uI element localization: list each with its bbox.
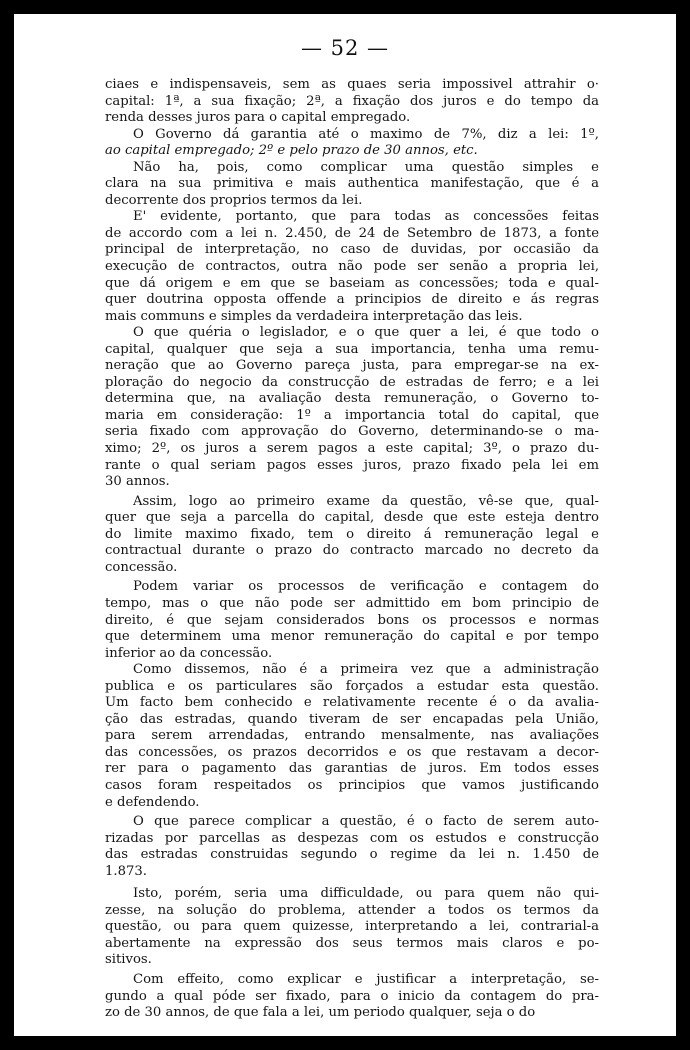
text-line: O Governo dá garantia até o maximo de 7%, diz a lei: 1º, xyxy=(133,126,599,142)
text-line: ção das estradas, quando tiveram de ser encapadas pela União, xyxy=(105,711,600,727)
text-line: rante o qual seriam pagos esses juros, prazo fixado pela lei em xyxy=(105,457,599,473)
text-line: O que parece complicar a questão, é o facto de serem auto- xyxy=(133,814,599,830)
text-line: quer que seja a parcella do capital, desde que este esteja dentro xyxy=(105,510,599,526)
text-line: gundo a qual póde ser fixado, para o inicio da contagem do pra- xyxy=(105,988,600,1004)
text-line: Não ha, pois, como complicar uma questão simples e xyxy=(133,159,599,175)
text-line: neração que ao Governo pareça justa, para empregar-se na ex- xyxy=(105,358,599,374)
text-line: determina que, na avaliação desta remuneração, o Governo to- xyxy=(105,391,599,407)
text-line: Como dissemos, não é a primeira vez que a administração xyxy=(133,662,599,678)
text-line: ciaes e indispensaveis, sem as quaes seria impossivel attrahir o· xyxy=(105,77,599,92)
text-line: execução de contractos, outra não pode ser senão a propria lei, xyxy=(105,259,600,275)
text-line: ximo; 2º, os juros a serem pagos a este capital; 3º, o prazo du- xyxy=(105,441,599,457)
text-line: capital, qualquer que seja a sua importancia, tenha uma remu- xyxy=(105,341,599,357)
text-line: de accordo com a lei n. 2.450, de 24 de Setembro de 1873, a fonte xyxy=(105,225,600,241)
text-line: 1.873. xyxy=(105,863,147,879)
text-line: renda desses juros para o capital empregado. xyxy=(105,110,411,126)
text-line: E' evidente, portanto, que para todas as concessões feitas xyxy=(133,209,600,225)
text-line: concessão. xyxy=(105,559,178,575)
text-line: inferior ao da concessão. xyxy=(105,645,273,661)
text-line: questão, ou para quem quizesse, interpretando a lei, contrarial-a xyxy=(105,919,600,935)
text-line: das concessões, os prazos decorridos e os que restavam a decor- xyxy=(105,744,599,760)
text-line: rizadas por parcellas as despezas com os estudos e construcção xyxy=(105,830,599,846)
text-line: e defendendo. xyxy=(105,794,200,810)
text-line: capital: 1ª, a sua fixação; 2ª, a fixação dos juros e do tempo da xyxy=(105,93,600,109)
text-line: rer para o pagamento das garantias de juros. Em todos esses xyxy=(105,761,600,777)
text-line: maria em consideração: 1º a importancia total do capital, que xyxy=(105,407,600,423)
text-line: do limite maximo fixado, tem o direito á remuneração legal e xyxy=(105,526,599,542)
text-line: ao capital empregado; 2º e pelo prazo de 30 annos, etc. xyxy=(105,143,478,159)
text-line: abertamente na expressão dos seus termos mais claros e po- xyxy=(105,935,599,951)
text-line: contractual durante o prazo do contracto marcado no decreto da xyxy=(105,543,600,559)
text-line: que determinem uma menor remuneração do capital e por tempo xyxy=(105,629,599,645)
body-text xyxy=(105,77,599,1022)
text-line: direito, é que sejam considerados bons os processos e normas xyxy=(105,612,599,628)
text-line: Isto, porém, seria uma difficuldade, ou para quem não qui- xyxy=(133,886,599,902)
text-line: para serem arrendadas, entrando mensalmente, nas avaliações xyxy=(105,728,599,744)
text-line: Com effeito, como explicar e justificar a interpretação, se- xyxy=(133,971,599,987)
text-line: 30 annos. xyxy=(105,474,170,490)
text-line: principal de interpretação, no caso de duvidas, por occasião da xyxy=(105,242,599,258)
text-line: tempo, mas o que não pode ser admittido em bom principio de xyxy=(105,595,600,611)
text-line: mais communs e simples da verdadeira interpretação das leis. xyxy=(105,308,523,324)
text-line: decorrente dos proprios termos da lei. xyxy=(105,192,363,208)
text-line: publica e os particulares são forçados a estudar esta questão. xyxy=(105,678,599,694)
page-number: — 52 — xyxy=(300,36,390,60)
text-line: ploração do negocio da construcção de estradas de ferro; e a lei xyxy=(105,374,599,390)
document-page xyxy=(14,14,676,1036)
text-line: zesse, na solução do problema, attender a todos os termos da xyxy=(105,902,599,918)
text-line: Assim, logo ao primeiro exame da questão, vê-se que, qual- xyxy=(133,493,600,509)
text-line: sitivos. xyxy=(105,952,152,968)
text-line: das estradas construidas segundo o regime da lei n. 1.450 de xyxy=(105,847,599,863)
text-line: Um facto bem conhecido e relativamente recente é o da avalia- xyxy=(105,695,599,711)
text-line: O que quéria o legislador, e o que quer a lei, é que todo o xyxy=(133,325,599,341)
text-line: clara na sua primitiva e mais authentica manifestação, que é a xyxy=(105,176,599,192)
text-line: casos foram respeitados os principios que vamos justificando xyxy=(105,777,599,793)
text-line: quer doutrina opposta offende a principios de direito e ás regras xyxy=(105,292,600,308)
text-line: Podem variar os processos de verificação e contagem do xyxy=(133,579,600,595)
text-line: zo de 30 annos, de que fala a lei, um periodo qualquer, seja o do xyxy=(105,1005,536,1021)
text-line: seria fixado com approvação do Governo, determinando-se o ma- xyxy=(105,424,600,440)
text-line: que dá origem e em que se baseiam as concessões; toda e qual- xyxy=(105,275,599,291)
